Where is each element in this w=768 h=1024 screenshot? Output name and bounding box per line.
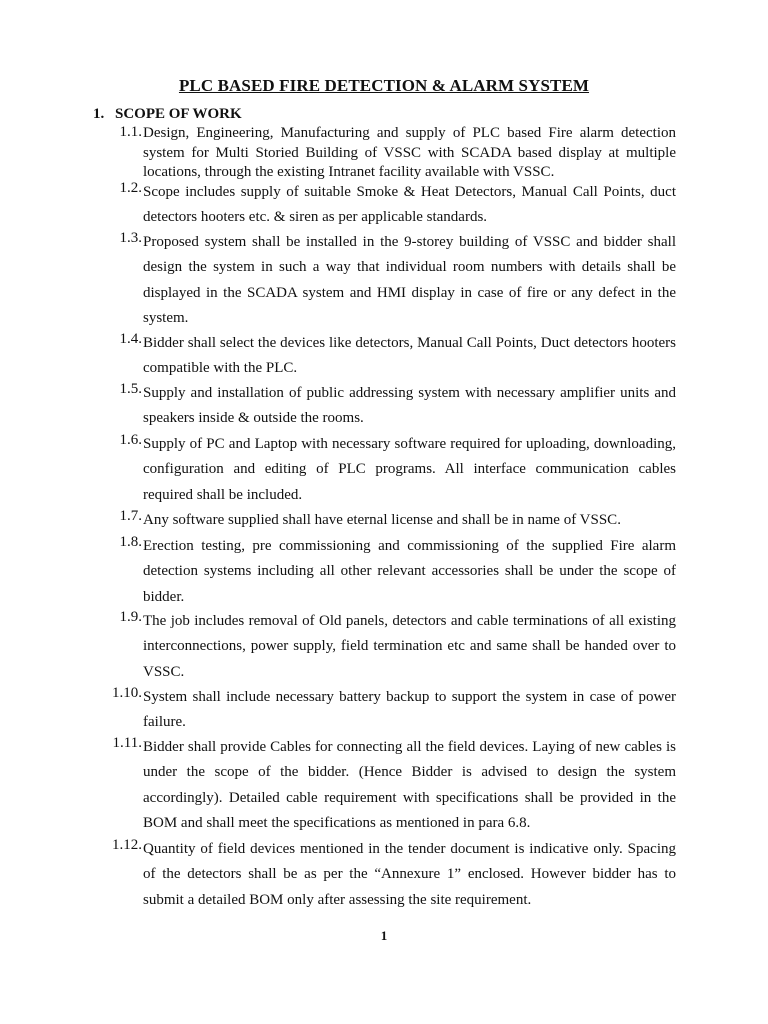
item-text: Design, Engineering, Manufacturing and supply of PLC based Fire alarm detection system for Multi Storied Building of VSSC with SCADA based display at multiple locations, through the existing Intranet facility available with VSSC. xyxy=(143,125,676,180)
list-item xyxy=(100,230,676,331)
section-heading xyxy=(93,106,242,123)
item-text: Supply of PC and Laptop with necessary software required for uploading, downloading, configuration and editing of PLC programs. All interface communication cables required shall be included. xyxy=(143,436,676,503)
item-number: 1.9. xyxy=(119,609,142,625)
list-item xyxy=(100,534,676,610)
document-title: PLC BASED FIRE DETECTION & ALARM SYSTEM xyxy=(178,76,590,95)
list-item xyxy=(100,508,676,533)
item-number: 1.10. xyxy=(112,685,142,701)
item-text: Bidder shall select the devices like detectors, Manual Call Points, Duct detectors hooters compatible with the PLC. xyxy=(143,335,676,377)
list-item xyxy=(100,609,676,685)
item-text: Any software supplied shall have eternal license and shall be in name of VSSC. xyxy=(143,512,621,528)
list-item xyxy=(100,331,676,382)
item-number: 1.12. xyxy=(112,837,142,853)
item-number: 1.7. xyxy=(119,508,142,524)
item-number: 1.5. xyxy=(119,381,142,397)
list-item xyxy=(100,432,676,508)
list-item xyxy=(100,124,676,183)
item-text: Supply and installation of public addressing system with necessary amplifier units and speakers inside & outside the rooms. xyxy=(143,385,676,427)
item-number: 1.11. xyxy=(112,735,142,751)
section-title: SCOPE OF WORK xyxy=(115,106,242,122)
list-item xyxy=(100,735,676,836)
item-text: System shall include necessary battery backup to support the system in case of power failure. xyxy=(143,689,676,731)
item-number: 1.2. xyxy=(119,180,142,196)
item-number: 1.4. xyxy=(119,331,142,347)
list-item xyxy=(100,837,676,913)
list-item xyxy=(100,685,676,736)
list-item xyxy=(100,180,676,231)
list-item xyxy=(100,381,676,432)
item-number: 1.1. xyxy=(119,124,142,140)
item-text: Quantity of field devices mentioned in the tender document is indicative only. Spacing of the detectors shall be as per the “Annexure 1” enclosed. However bidder has to submit a detailed BOM only after assessing the site requirement. xyxy=(143,841,676,908)
item-text: Erection testing, pre commissioning and commissioning of the supplied Fire alarm detection systems including all other relevant accessories shall be under the scope of bidder. xyxy=(143,538,676,605)
page-number: 1 xyxy=(380,928,388,943)
item-number: 1.8. xyxy=(119,534,142,550)
section-number: 1. xyxy=(93,106,105,122)
item-text: Bidder shall provide Cables for connecting all the field devices. Laying of new cables is under the scope of the bidder. (Hence Bidder is advised to design the system accordingly). Detailed cable requirement with specifications shall be provided in the BOM and shall meet the specifications as mentioned in para 6.8. xyxy=(143,739,676,831)
item-number: 1.6. xyxy=(119,432,142,448)
item-text: Scope includes supply of suitable Smoke & Heat Detectors, Manual Call Points, duct detectors hooters etc. & siren as per applicable standards. xyxy=(143,184,676,226)
item-number: 1.3. xyxy=(119,230,142,246)
item-text: The job includes removal of Old panels, detectors and cable terminations of all existing interconnections, power supply, field termination etc and same shall be handed over to VSSC. xyxy=(143,613,676,680)
item-text: Proposed system shall be installed in the 9-storey building of VSSC and bidder shall design the system in such a way that individual room numbers with details shall be displayed in the SCADA system and HMI display in case of fire or any defect in the system. xyxy=(143,234,676,326)
